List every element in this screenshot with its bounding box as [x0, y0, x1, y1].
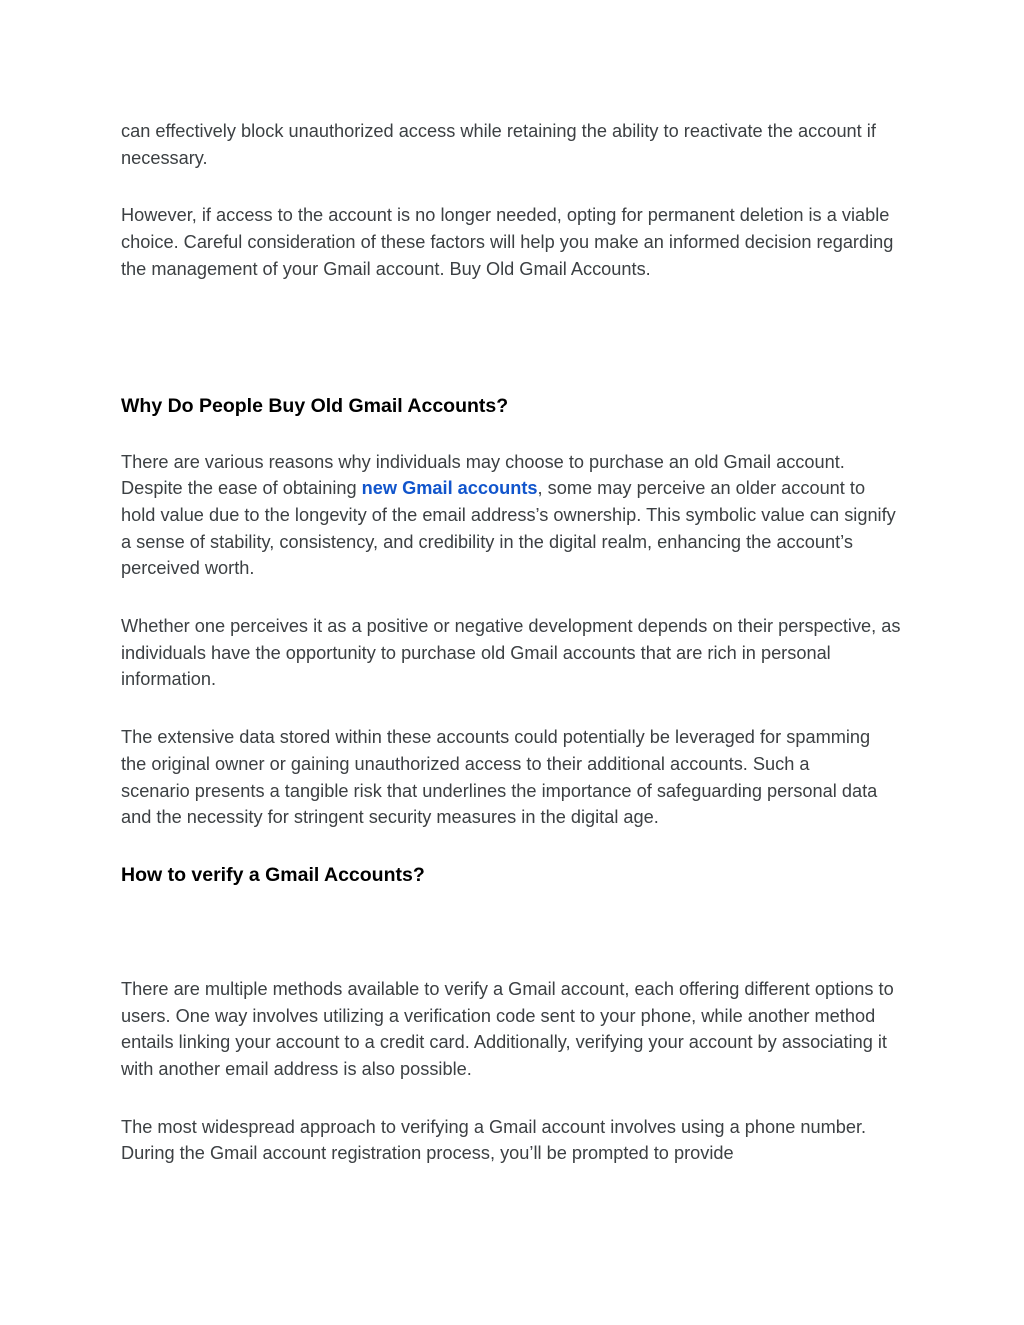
paragraph-with-link — [121, 449, 901, 583]
paragraph: Whether one perceives it as a positive or negative development depends on their perspective, as individuals have the opportunity to purchase old Gmail accounts that are rich in personal information. — [121, 616, 901, 690]
new-gmail-accounts-link[interactable]: new Gmail accounts — [361, 478, 538, 499]
document-page — [121, 118, 911, 1198]
paragraph: There are multiple methods available to verify a Gmail account, each offering different options to users. One way involves utilizing a verification code sent to your phone, while another method entails linking your account to a credit card. Additionally, verifying your account by associating it with another email address is also possible. — [121, 978, 894, 1080]
paragraph-text: There are various reasons why individuals may choose to purchase an old Gmail account. Despite the ease of obtaining — [121, 451, 845, 499]
paragraph: However, if access to the account is no longer needed, opting for permanent deletion is a viable choice. Careful consideration of these factors will help you make an informed decision regarding the management of your Gmail account. Buy Old Gmail Accounts. — [121, 205, 894, 279]
section-heading-why-buy: Why Do People Buy Old Gmail Accounts? — [121, 394, 509, 417]
section-heading-how-verify: How to verify a Gmail Accounts? — [121, 863, 425, 886]
paragraph-text: , some may perceive an older account to hold value due to the longevity of the email address’s ownership. This symbolic value can signify a sense of stability, consistency, and credibility in the digital realm, enhancing the account’s perceived worth. — [121, 478, 896, 579]
spacer — [121, 314, 911, 393]
paragraph: can effectively block unauthorized access while retaining the ability to reactivate the account if necessary. — [121, 121, 876, 168]
paragraph: The most widespread approach to verifying a Gmail account involves using a phone number. During the Gmail account registration process, you’ll be prompted to provide — [121, 1116, 867, 1164]
paragraph: The extensive data stored within these accounts could potentially be leveraged for spamming the original owner or gaining unauthorized access to their additional accounts. Such a scenario presents a tangible risk that underlines the importance of safeguarding personal data and the necessity for stringent security measures in the digital age. — [121, 727, 878, 828]
